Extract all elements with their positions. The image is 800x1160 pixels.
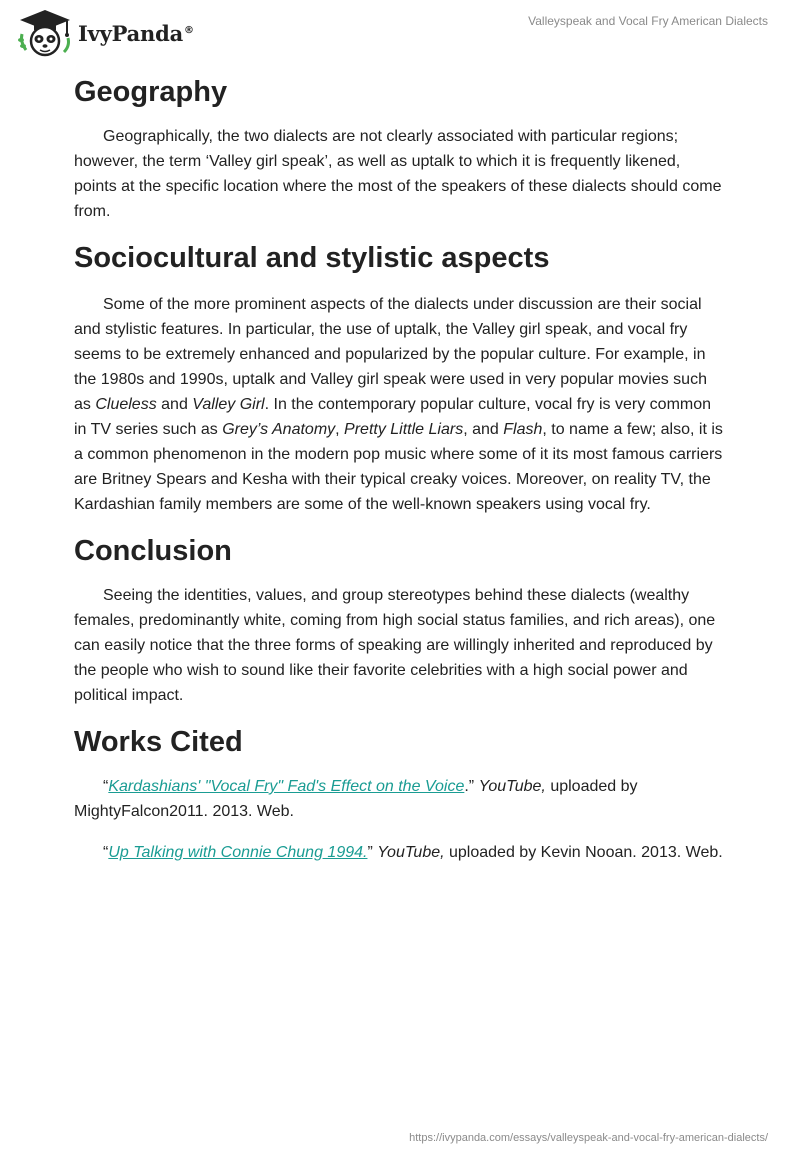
section-conclusion (74, 531, 724, 708)
essay-content (74, 72, 724, 881)
paragraph: Geographically, the two dialects are not clearly associated with particular regions; however, the term ‘Valley girl speak’, as well as uptalk to which it is frequently likened, points at the specific location where the most of the speakers of these dialects should come from. (74, 128, 722, 220)
section-works-cited (74, 722, 724, 865)
citation-link[interactable]: Up Talking with Connie Chung 1994. (108, 844, 368, 861)
citation-item: “Up Talking with Connie Chung 1994.” YouTube, uploaded by Kevin Nooan. 2013. Web. (103, 844, 723, 861)
series-title: Pretty Little Liars (344, 421, 464, 438)
section-heading: Geography (74, 76, 228, 108)
movie-title: Valley Girl (192, 396, 265, 413)
section-sociocultural (74, 238, 724, 517)
paragraph: Seeing the identities, values, and group stereotypes behind these dialects (wealthy females, predominantly white, coming from high social status families, and rich areas), one can easily notice that the three forms of speaking are willingly inherited and reproduced by the people who wish to sound like their favorite celebrities with a high social power and political impact. (74, 587, 716, 704)
section-heading: Sociocultural and stylistic aspects (74, 242, 550, 274)
section-geography (74, 72, 724, 224)
page-header (0, 0, 800, 60)
page-url: https://ivypanda.com/essays/valleyspeak-and-vocal-fry-american-dialects/ (409, 1132, 768, 1144)
section-heading: Works Cited (74, 726, 243, 758)
citation-link[interactable]: Kardashians' "Vocal Fry" Fad's Effect on the Voice (108, 778, 465, 795)
document-title: Valleyspeak and Vocal Fry American Dialects (528, 14, 768, 28)
citation-item: “Kardashians' "Vocal Fry" Fad's Effect on the Voice.” YouTube, uploaded by MightyFalcon2011. 2013. Web. (74, 778, 638, 820)
panda-graduate-icon (14, 8, 76, 58)
paragraph: Some of the more prominent aspects of the dialects under discussion are their social and stylistic features. In particular, the use of uptalk, the Valley girl speak, and vocal fry seems to be extremely enhanced and popularized by the popular culture. For example, in the 1980s and 1990s, uptalk and Valley girl speak were used in very popular movies such as Clueless and Valley Girl. In the contemporary popular culture, vocal fry is very common in TV series such as Grey’s Anatomy, Pretty Little Liars, and Flash, to name a few; also, it is a common phenomenon in the modern pop music where some of it its most famous carriers are Britney Spears and Kesha with their typical creaky voices. Moreover, on reality TV, the Kardashian family members are some of the well-known speakers using vocal fry. (74, 296, 723, 513)
ivypanda-logo[interactable] (14, 8, 194, 58)
movie-title: Clueless (95, 396, 157, 413)
series-title: Flash (503, 421, 543, 438)
logo-wordmark: IvyPanda® (78, 20, 194, 46)
section-heading: Conclusion (74, 535, 232, 567)
series-title: Grey’s Anatomy (222, 421, 336, 438)
